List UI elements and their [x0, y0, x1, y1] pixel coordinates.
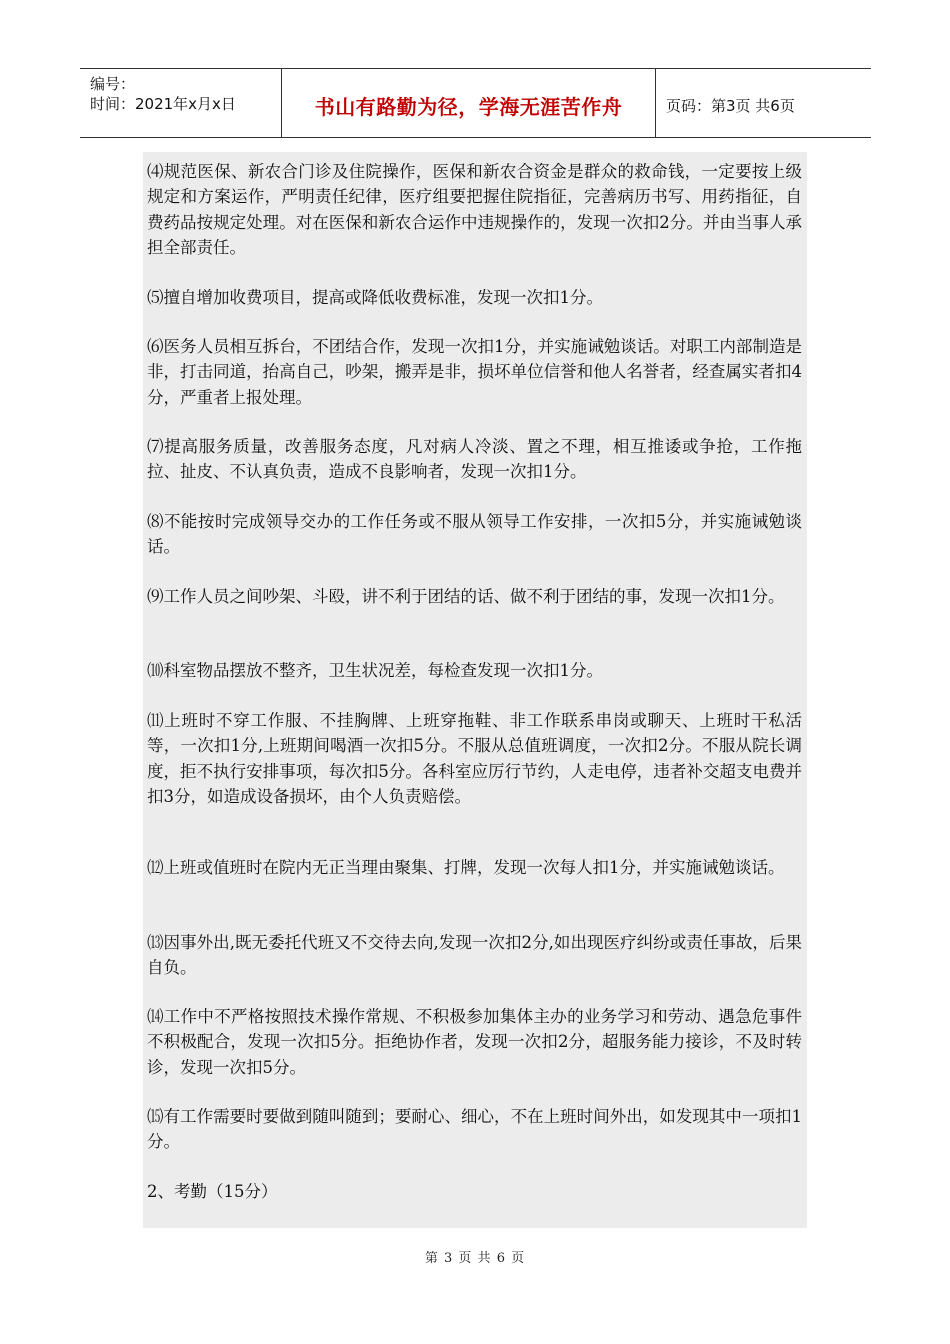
section-heading-attendance: 2、考勤（15分） [147, 1182, 278, 1201]
rule-paragraph-11: ⑾上班时不穿工作服、不挂胸牌、上班穿拖鞋、非工作联系串岗或聊天、上班时干私活等，一次扣1分,上班期间喝酒一次扣5分。不服从总值班调度，一次扣2分。不服从院长调度，拒不执行安排事项，每次扣5分。各科室应厉行节约，人走电停，违者补交超支电费并扣3分，如造成设备损坏，由个人负责赔偿。 [147, 711, 802, 807]
page-footer: 第 3 页 共 6 页 [424, 1251, 526, 1266]
header-motto: 书山有路勤为径，学海无涯苦作舟 [314, 95, 623, 119]
document-body [143, 152, 807, 1228]
rule-paragraph-10: ⑽科室物品摆放不整齐，卫生状况差，每检查发现一次扣1分。 [147, 661, 603, 680]
rule-paragraph-6: ⑹医务人员相互拆台，不团结合作，发现一次扣1分，并实施诫勉谈话。对职工内部制造是非，打击同道，抬高自己，吵架，搬弄是非，损坏单位信誉和他人名誉者，经查属实者扣4分，严重者上报处理。 [147, 337, 802, 407]
rule-paragraph-8: ⑻不能按时完成领导交办的工作任务或不服从领导工作安排，一次扣5分，并实施诫勉谈话。 [147, 512, 802, 557]
header-middle-cell [282, 69, 656, 137]
header-page-code: 页码：第3页 共6页 [666, 97, 795, 115]
rule-paragraph-9: ⑼工作人员之间吵架、斗殴，讲不利于团结的话、做不利于团结的事，发现一次扣1分。 [147, 587, 785, 606]
document-date: 时间：2021年x月x日 [90, 95, 236, 113]
rule-paragraph-12: ⑿上班或值班时在院内无正当理由聚集、打牌，发现一次每人扣1分，并实施诫勉谈话。 [147, 858, 785, 877]
rule-paragraph-7: ⑺提高服务质量，改善服务态度，凡对病人冷淡、置之不理，相互推诿或争抢，工作拖拉、扯皮、不认真负责，造成不良影响者，发现一次扣1分。 [147, 437, 802, 482]
rule-paragraph-14: ⒁工作中不严格按照技术操作常规、不积极参加集体主办的业务学习和劳动、遇急危事件不积极配合，发现一次扣5分。拒绝协作者，发现一次扣2分，超服务能力接诊，不及时转诊，发现一次扣5分。 [147, 1007, 802, 1077]
rule-paragraph-15: ⒂有工作需要时要做到随叫随到；要耐心、细心，不在上班时间外出，如发现其中一项扣1分。 [147, 1107, 802, 1152]
rule-paragraph-5: ⑸擅自增加收费项目，提高或降低收费标准，发现一次扣1分。 [147, 288, 603, 307]
rule-paragraph-4: ⑷规范医保、新农合门诊及住院操作，医保和新农合资金是群众的救命钱，一定要按上级规定和方案运作，严明责任纪律，医疗组要把握住院指征，完善病历书写、用药指征，自费药品按规定处理。对在医保和新农合运作中违规操作的，发现一次扣2分。并由当事人承担全部责任。 [147, 162, 802, 258]
document-number: 编号： [90, 75, 136, 93]
page-header [80, 68, 871, 138]
header-right-cell [656, 69, 871, 137]
rule-paragraph-13: ⒀因事外出,既无委托代班又不交待去向,发现一次扣2分,如出现医疗纠纷或责任事故，后果自负。 [147, 933, 802, 978]
header-left-cell [80, 69, 282, 137]
